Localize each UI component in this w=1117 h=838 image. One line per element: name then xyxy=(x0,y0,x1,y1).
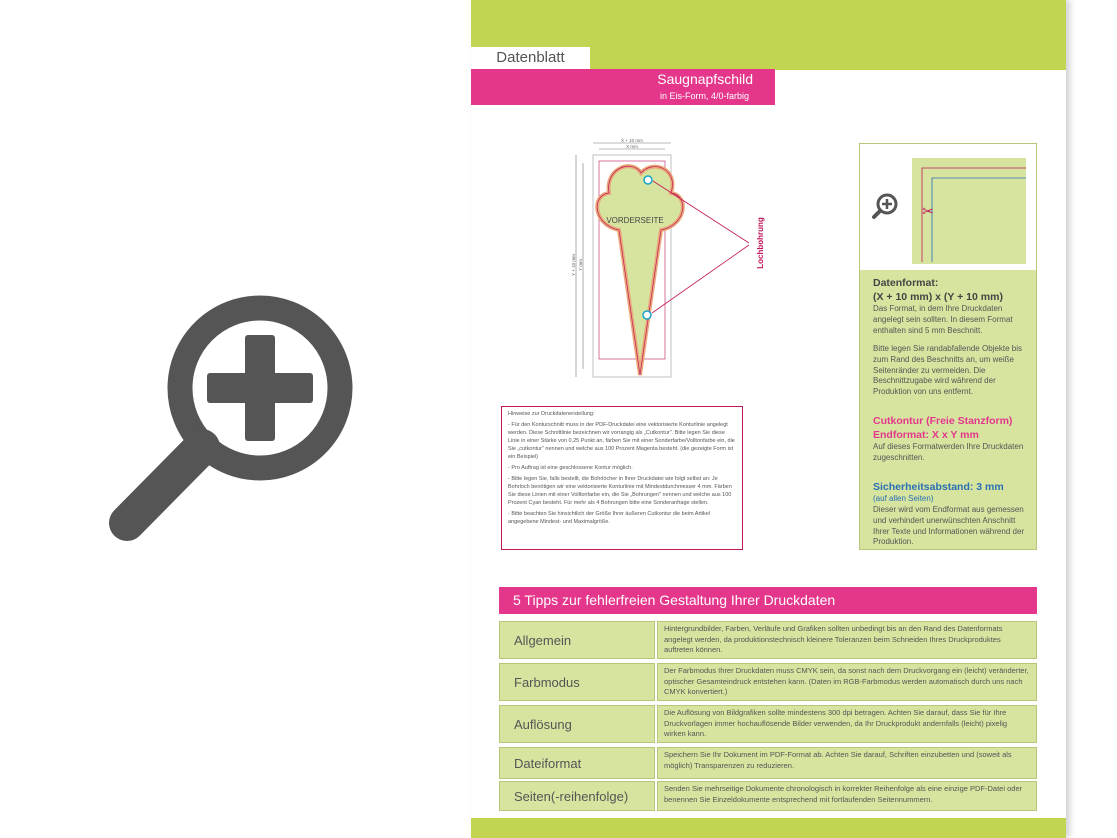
notes-item: - Bitte beachten Sie hinsichtlich der Größe Ihrer äußeren Cutkontur die beim Artikel angegebene Mindest- und Maximalgröße. xyxy=(508,510,711,525)
tip-label: Auflösung xyxy=(499,705,655,743)
notes-item: - Für den Konturschnitt muss in der PDF-Druckdatei eine vektorisierte Konturlinie angelegt werden. Diese Schnittlinie bezeichnen wir vorrangig als „Cutkontur". Bitte legen Sie diese Linie in einer Stärke von 0,25 Punkt an, färben Sie mit einer Sonderfarbe/Volltonfarbe ein, die Sie „cutkontur" nennen und welche aus 100 Prozent Magenta besteht. (die gezeigte Form ist ein Beispiel) xyxy=(508,421,735,460)
datasheet-page xyxy=(471,0,1066,838)
datasheet-tab: Datenblatt xyxy=(471,47,590,69)
notes-title: Hinweise zur Druckdatenerstellung: xyxy=(508,411,595,417)
bleed-preview xyxy=(860,144,1036,270)
tip-text: Die Auflösung von Bildgrafiken sollte mindestens 300 dpi betragen. Achten Sie darauf, dass Sie für Ihre Druckvorlagen immer hochauflösende Bilder verwenden, da Ihr Druckprodukt andernfalls (leicht) pixelig wirken kann. xyxy=(657,705,1037,743)
product-header xyxy=(471,69,775,105)
tips-heading: 5 Tipps zur fehlerfreien Gestaltung Ihrer Druckdaten xyxy=(499,587,1037,614)
front-side-label: VORDERSEITE xyxy=(606,216,664,225)
bleed-block: Bitte legen Sie randabfallende Objekte bis zum Rand des Beschnitts an, um weiße Seitenränder zu vermeiden. Die Beschnittzugabe wird während der Produktion von uns entfernt. xyxy=(873,344,1022,397)
notes-item: - Bitte legen Sie, falls bestellt, die Bohrlöcher in Ihrer Druckdatei wie folgt selbst an: Je Bohrloch benötigen wir eine vektorisierte Konturlinie mit Mindestdurchmesser 4 mm. Färben Sie diese Linien mit einer Volltonfarbe ein, die Sie „Bohrungen" nennen und welche aus 100 Prozent Cyan besteht. Für mehr als 4 Bohrungen bitte eine Sonderanfrage stellen. xyxy=(508,475,732,506)
dim-left-outer: Y + 10 mm xyxy=(571,254,576,276)
tip-row xyxy=(499,747,1037,779)
tip-text: Der Farbmodus Ihrer Druckdaten muss CMYK sein, da sonst nach dem Druckvorgang ein (leicht) veränderter, optischer Gesamteindruck entstehen kann. (Daten im RGB-Farbmodus werden automatisch durch uns nach CMYK konvertiert.) xyxy=(657,663,1037,701)
product-title: Saugnapfschild xyxy=(657,71,753,87)
notes-box xyxy=(501,406,743,550)
format-block: Datenformat: (X + 10 mm) x (Y + 10 mm) Das Format, in dem Ihre Druckdaten angelegt sein sollten. In diesem Format enthalten sind 5 mm Beschnitt. xyxy=(873,277,1013,335)
tip-text: Senden Sie mehrseitige Dokumente chronologisch in korrekter Reihenfolge als eine einzige PDF-Datei oder benennen Sie Einzeldokumente entsprechend mit fortlaufenden Seitennummern. xyxy=(657,781,1037,811)
cut-block: Cutkontur (Freie Stanzform) Endformat: X x Y mm Auf dieses Formatwerden Ihre Druckdaten zugeschnitten. xyxy=(873,415,1024,463)
hole-bottom xyxy=(643,311,651,319)
tip-label: Farbmodus xyxy=(499,663,655,701)
dim-top-inner: X mm xyxy=(626,144,638,149)
tip-label: Seiten(-reihenfolge) xyxy=(499,781,655,811)
dim-top-outer: X + 10 mm xyxy=(621,138,643,143)
tip-row xyxy=(499,663,1037,701)
hole-label: Lochbohrung xyxy=(756,217,765,269)
bottom-green-bar xyxy=(471,818,1066,838)
product-subtitle: in Eis-Form, 4/0-farbig xyxy=(659,91,749,101)
scissors-icon: ✂ xyxy=(922,203,934,219)
ice-cream-shape-drawing xyxy=(571,135,801,385)
tip-row xyxy=(499,781,1037,811)
notes-item: - Pro Auftrag ist eine geschlossene Kontur möglich. xyxy=(508,464,633,471)
hole-top xyxy=(644,176,652,184)
tip-label: Dateiformat xyxy=(499,747,655,779)
tip-row xyxy=(499,621,1037,659)
dim-left-inner: Y mm xyxy=(578,259,583,271)
magnifier-plus-icon[interactable] xyxy=(105,295,355,545)
safety-block: Sicherheitsabstand: 3 mm (auf allen Seiten) Dieser wird vom Endformat aus gemessen und verhindert unerwünschten Anschnitt Ihrer Texte und Informationen während der Produktion. xyxy=(873,481,1025,547)
tip-label: Allgemein xyxy=(499,621,655,659)
tip-text: Hintergrundbilder, Farben, Verläufe und Grafiken sollten unbedingt bis an den Rand des Datenformats angelegt werden, da produktionstechnisch kleinere Toleranzen beim Schneiden Ihres Druckproduktes auftreten können. xyxy=(657,621,1037,659)
tip-row xyxy=(499,705,1037,743)
format-info-panel xyxy=(859,143,1037,550)
tip-text: Speichern Sie Ihr Dokument im PDF-Format ab. Achten Sie darauf, Schriften einzubetten und (soweit als möglich) Transparenzen zu reduzieren. xyxy=(657,747,1037,779)
